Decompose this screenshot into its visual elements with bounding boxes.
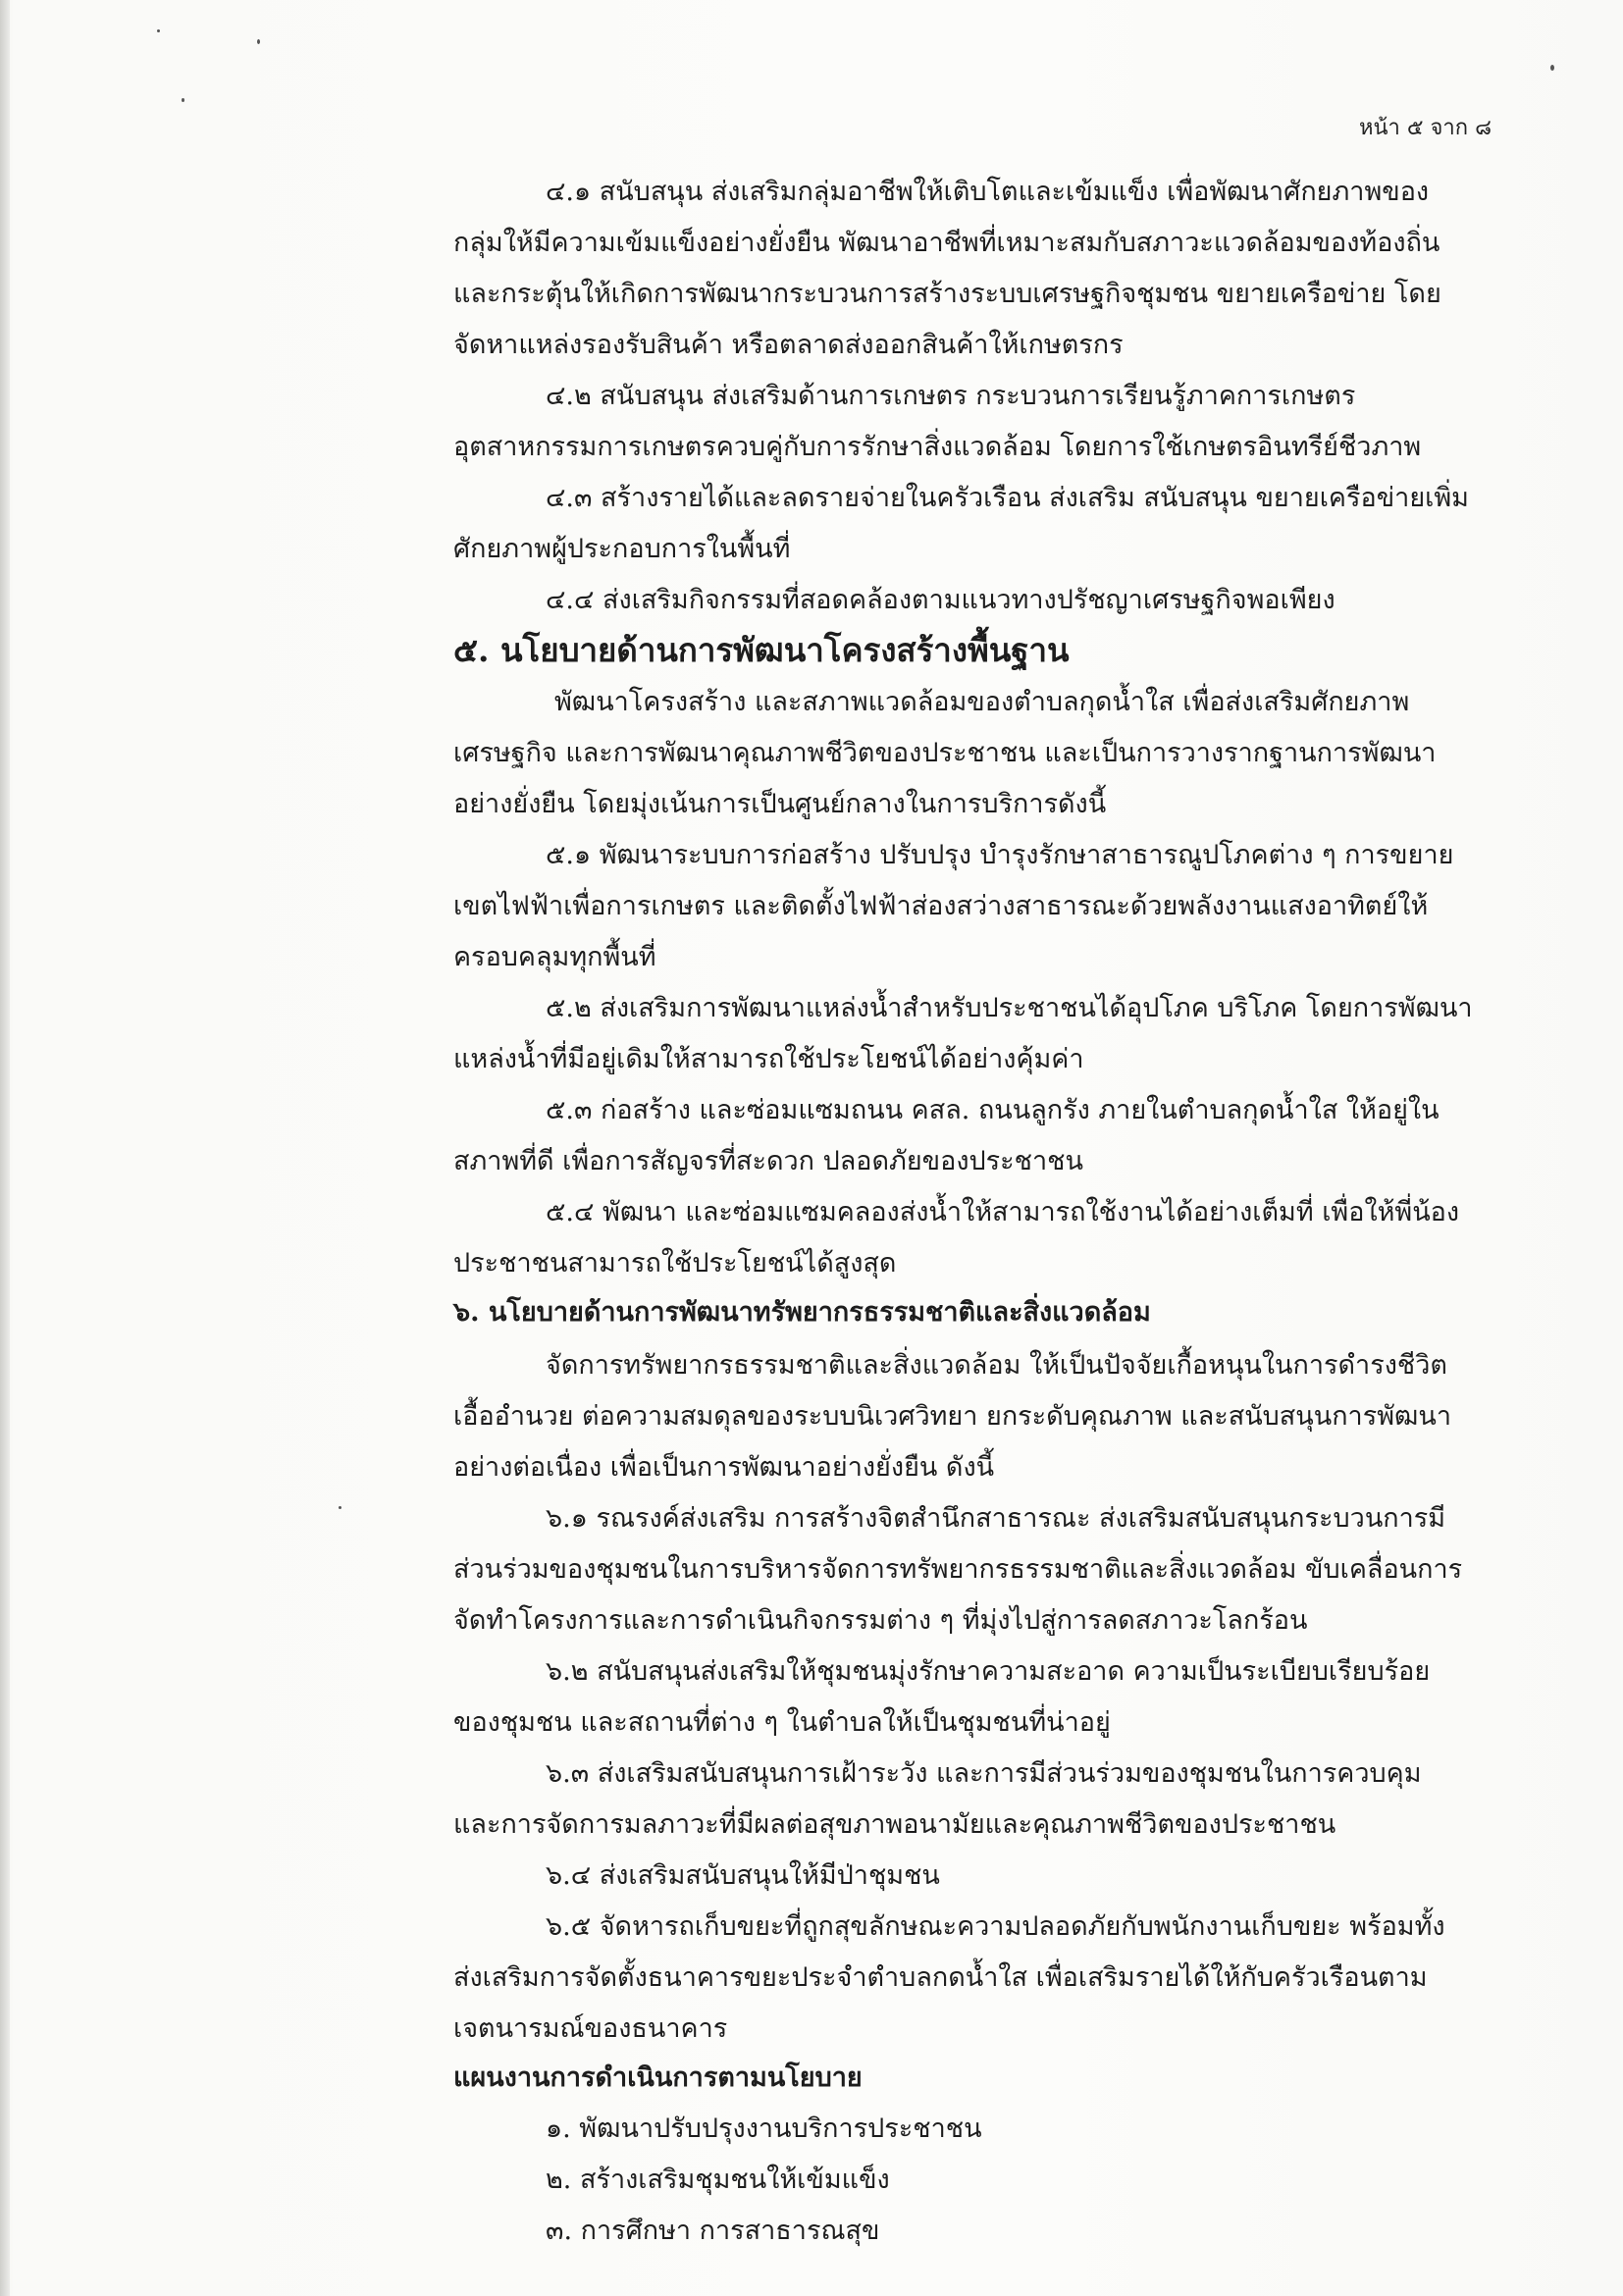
paragraph-line: ๕.๓ ก่อสร้าง และซ่อมแซมถนน คสล. ถนนลูกรัง ภายในตำบลกุดน้ำใส ให้อยู่ใน [546,1095,1440,1125]
scan-speck [257,39,260,44]
paragraph-line: ๖.๓ ส่งเสริมสนับสนุนการเฝ้าระวัง และการมีส่วนร่วมของชุมชนในการควบคุม [546,1758,1422,1789]
paragraph-line: ๖.๕ จัดหารถเก็บขยะที่ถูกสุขลักษณะความปลอดภัยกับพนักงานเก็บขยะ พร้อมทั้ง [546,1911,1445,1942]
plan-item: ๓. การศึกษา การสาธารณสุข [546,2216,880,2246]
paragraph-line: อย่างยั่งยืน โดยมุ่งเน้นการเป็นศูนย์กลางในการบริการดังนี้ [453,789,1107,819]
paragraph-line: ๔.๒ สนับสนุน ส่งเสริมด้านการเกษตร กระบวนการเรียนรู้ภาคการเกษตร [546,381,1356,411]
paragraph-line: ครอบคลุมทุกพื้นที่ [453,942,656,972]
section-heading: ๖. นโยบายด้านการพัฒนาทรัพยากรธรรมชาติและสิ่งแวดล้อม [453,1297,1151,1328]
scan-speck [157,29,160,32]
paragraph-line: เอื้ออำนวย ต่อความสมดุลของระบบนิเวศวิทยา ยกระดับคุณภาพ และสนับสนุนการพัฒนา [453,1401,1452,1432]
paragraph-line: จัดทำโครงการและการดำเนินกิจกรรมต่าง ๆ ที่มุ่งไปสู่การลดสภาวะโลกร้อน [453,1605,1308,1636]
paragraph-line: สภาพที่ดี เพื่อการสัญจรที่สะดวก ปลอดภัยของประชาชน [453,1146,1083,1176]
paragraph-line: ๕.๔ พัฒนา และซ่อมแซมคลองส่งน้ำให้สามารถใช้งานได้อย่างเต็มที่ เพื่อให้พี่น้อง [546,1197,1460,1227]
paragraph-line: ๕.๑ พัฒนาระบบการก่อสร้าง ปรับปรุง บำรุงรักษาสาธารณูปโภคต่าง ๆ การขยาย [546,840,1454,870]
paragraph-line: อุตสาหกรรมการเกษตรควบคู่กับการรักษาสิ่งแวดล้อม โดยการใช้เกษตรอินทรีย์ชีวภาพ [453,432,1422,462]
section-heading: ๕. นโยบายด้านการพัฒนาโครงสร้างพื้นฐาน [453,631,1070,669]
scan-speck [339,1506,341,1509]
paragraph-line: จัดการทรัพยากรธรรมชาติและสิ่งแวดล้อม ให้เป็นปัจจัยเกื้อหนุนในการดำรงชีวิต [546,1350,1447,1381]
paragraph-line: กลุ่มให้มีความเข้มแข็งอย่างยั่งยืน พัฒนาอาชีพที่เหมาะสมกับสภาวะแวดล้อมของท้องถิ่น [453,228,1440,258]
paragraph-line: ส่วนร่วมของชุมชนในการบริหารจัดการทรัพยากรธรรมชาติและสิ่งแวดล้อม ขับเคลื่อนการ [453,1554,1463,1585]
paragraph-line: ส่งเสริมการจัดตั้งธนาคารขยะประจำตำบลกดน้ำใส เพื่อเสริมรายได้ให้กับครัวเรือนตาม [453,1962,1428,1993]
paragraph-line: ๔.๔ ส่งเสริมกิจกรรมที่สอดคล้องตามแนวทางปรัชญาเศรษฐกิจพอเพียง [546,585,1335,615]
paragraph-line: ๔.๓ สร้างรายได้และลดรายจ่ายในครัวเรือน ส่งเสริม สนับสนุน ขยายเครือข่ายเพิ่ม [546,483,1469,513]
paragraph-line: อย่างต่อเนื่อง เพื่อเป็นการพัฒนาอย่างยั่งยืน ดังนี้ [453,1452,995,1483]
paragraph-line: เขตไฟฟ้าเพื่อการเกษตร และติดตั้งไฟฟ้าส่องสว่างสาธารณะด้วยพลังงานแสงอาทิตย์ให้ [453,891,1429,921]
paragraph-line: และการจัดการมลภาวะที่มีผลต่อสุขภาพอนามัยและคุณภาพชีวิตของประชาชน [453,1809,1336,1840]
paragraph-line: เจตนารมณ์ของธนาคาร [453,2013,728,2044]
paragraph-line: ๕.๒ ส่งเสริมการพัฒนาแหล่งน้ำสำหรับประชาชนได้อุปโภค บริโภค โดยการพัฒนา [546,993,1473,1023]
paragraph-line: พัฒนาโครงสร้าง และสภาพแวดล้อมของตำบลกุดน้ำใส เพื่อส่งเสริมศักยภาพ [554,687,1410,717]
paragraph-line: ๖.๒ สนับสนุนส่งเสริมให้ชุมชนมุ่งรักษาความสะอาด ความเป็นระเบียบเรียบร้อย [546,1656,1431,1687]
scan-speck [1550,65,1554,71]
paragraph-line: ๖.๑ รณรงค์ส่งเสริม การสร้างจิตสำนึกสาธารณะ ส่งเสริมสนับสนุนกระบวนการมี [546,1503,1446,1534]
paragraph-line: ๔.๑ สนับสนุน ส่งเสริมกลุ่มอาชีพให้เติบโตและเข้มแข็ง เพื่อพัฒนาศักยภาพของ [546,177,1430,207]
page-edge-shadow [0,0,10,2296]
paragraph-line: และกระตุ้นให้เกิดการพัฒนากระบวนการสร้างระบบเศรษฐกิจชุมชน ขยายเครือข่าย โดย [453,279,1441,309]
plan-heading: แผนงานการดำเนินการตามนโยบาย [453,2062,863,2093]
page-number: หน้า ๕ จาก ๘ [1359,116,1492,140]
paragraph-line: ของชุมชน และสถานที่ต่าง ๆ ในตำบลให้เป็นชุมชนที่น่าอยู่ [453,1707,1111,1738]
plan-item: ๒. สร้างเสริมชุมชนให้เข้มแข็ง [546,2165,890,2195]
plan-item: ๑. พัฒนาปรับปรุงงานบริการประชาชน [546,2113,982,2144]
paragraph-line: ๖.๔ ส่งเสริมสนับสนุนให้มีป่าชุมชน [546,1860,940,1891]
paragraph-line: เศรษฐกิจ และการพัฒนาคุณภาพชีวิตของประชาชน และเป็นการวางรากฐานการพัฒนา [453,738,1437,768]
paragraph-line: ประชาชนสามารถใช้ประโยชน์ได้สูงสุด [453,1248,897,1278]
scan-speck [182,98,184,102]
paragraph-line: ศักยภาพผู้ประกอบการในพื้นที่ [453,534,791,564]
paragraph-line: แหล่งน้ำที่มีอยู่เดิมให้สามารถใช้ประโยชน์ได้อย่างคุ้มค่า [453,1044,1084,1074]
paragraph-line: จัดหาแหล่งรองรับสินค้า หรือตลาดส่งออกสินค้าให้เกษตรกร [453,330,1124,360]
